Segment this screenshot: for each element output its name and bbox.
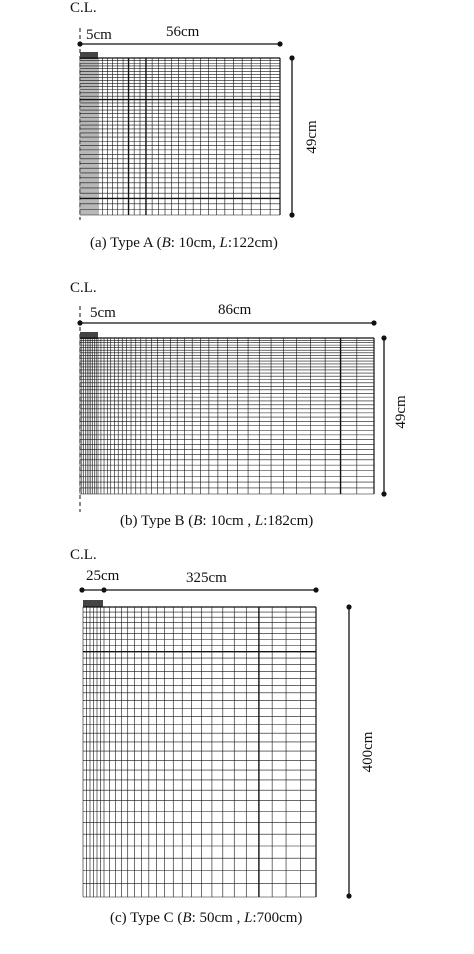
panel-b-mesh — [80, 338, 374, 494]
panel-c-cl-label: C.L. — [70, 547, 97, 563]
panel-b-caption: (b) Type B (B: 10cm , L:182cm) — [120, 513, 314, 529]
panel-a-dim-top-start-dot — [77, 41, 82, 46]
panel-a-dim-side-bottom-dot — [289, 212, 294, 217]
panel-b — [70, 280, 409, 529]
panel-c-dim-top-end-dot — [313, 587, 318, 592]
panel-a-dim-side: 49cm — [304, 120, 320, 154]
panel-a-cl-label: C.L. — [70, 0, 97, 16]
panel-a — [70, 0, 320, 251]
panel-c-dim-top-mid-dot — [101, 587, 106, 592]
panel-c-dim-side-bottom-dot — [346, 893, 351, 898]
panel-c — [70, 547, 376, 926]
panel-c-dim-top-start-dot — [79, 587, 84, 592]
panel-c-footing — [83, 600, 103, 607]
panel-b-dim-top: 86cm — [218, 302, 252, 318]
panel-c-dim-side-top-dot — [346, 604, 351, 609]
panel-c-dim-left: 25cm — [86, 568, 120, 584]
panel-b-dim-top-start-dot — [77, 320, 82, 325]
panel-b-dim-side-bottom-dot — [381, 491, 386, 496]
panel-c-dim-top: 325cm — [186, 570, 227, 586]
panel-b-dim-side: 49cm — [393, 395, 409, 429]
panel-c-dim-side: 400cm — [360, 731, 376, 773]
panel-a-dim-side-top-dot — [289, 55, 294, 60]
panel-b-dim-side-top-dot — [381, 335, 386, 340]
panel-a-caption: (a) Type A (B: 10cm, L:122cm) — [90, 235, 278, 251]
panel-b-dim-left: 5cm — [90, 305, 116, 321]
panel-c-caption: (c) Type C (B: 50cm , L:700cm) — [110, 910, 303, 926]
panel-a-dim-left: 5cm — [86, 27, 112, 43]
panel-a-dim-top-end-dot — [277, 41, 282, 46]
panel-c-mesh — [83, 607, 316, 897]
panel-b-cl-label: C.L. — [70, 280, 97, 296]
panel-a-dim-top: 56cm — [166, 24, 200, 40]
panel-b-dim-top-end-dot — [371, 320, 376, 325]
panel-a-mesh — [80, 58, 280, 215]
